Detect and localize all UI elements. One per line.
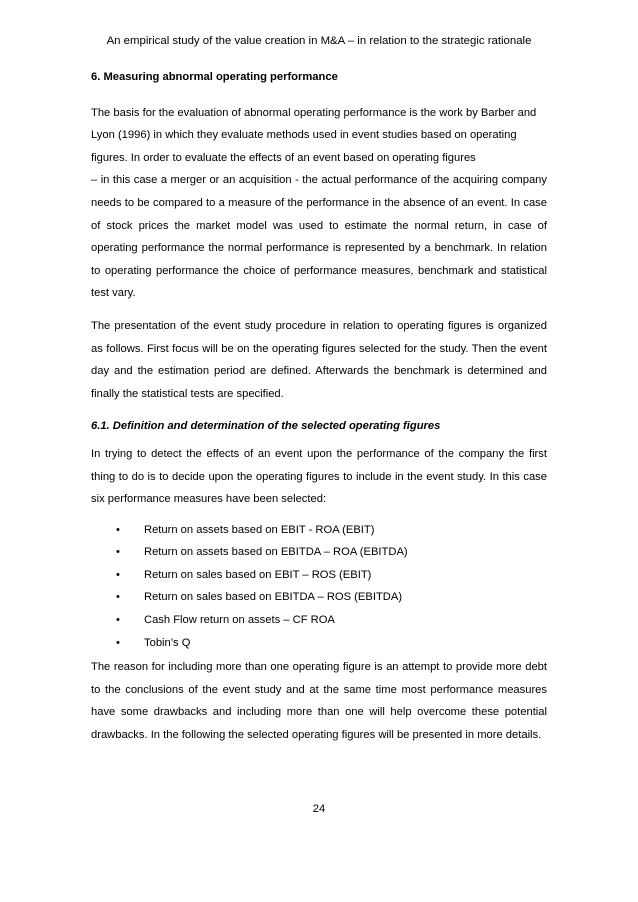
bullet-icon: •: [116, 568, 120, 581]
subsection-paragraph-2: The reason for including more than one operating figure is an attempt to provide more debt to the conclusions of the event study and at the same time most performance measures have some drawbacks and including more than one will help overcome these potential drawbacks. In the following the selected operating figures will be presented in more details.: [91, 661, 547, 742]
subsection-paragraph-1: In trying to detect the effects of an event upon the performance of the company the first thing to do is to decide upon the operating figures to include in the event study. In this case six performance measures have been selected:: [91, 447, 547, 506]
bullet-icon: •: [116, 636, 120, 649]
list-item: • Return on assets based on EBITDA – ROA (EBITDA): [116, 541, 547, 564]
bullet-icon: •: [116, 546, 120, 559]
list-item: • Return on assets based on EBIT - ROA (EBIT): [116, 519, 547, 542]
page-body: [91, 66, 547, 747]
performance-measures-list: [91, 519, 547, 655]
bullet-icon: •: [116, 614, 120, 627]
bullet-icon: •: [116, 523, 120, 536]
section-paragraph-2: The presentation of the event study procedure in relation to operating figures is organized as follows. First focus will be on the operating figures selected for the study. Then the event day and the estimation period are defined. Afterwards the benchmark is determined and finally the statistical tests are specified.: [91, 319, 547, 400]
section-title: 6. Measuring abnormal operating performance: [91, 71, 338, 83]
running-header: An empirical study of the value creation in M&A – in relation to the strategic rationale: [106, 35, 532, 47]
page-number: 24: [312, 803, 326, 815]
section-paragraph-1a: The basis for the evaluation of abnormal operating performance is the work by Barber and Lyon (1996) in which they evaluate methods used in event studies based on operating figures. In order to evaluate the effects of an event based on operating figures: [91, 106, 537, 164]
list-item: • Return on sales based on EBIT – ROS (EBIT): [116, 564, 547, 587]
list-item: • Cash Flow return on assets – CF ROA: [116, 609, 547, 632]
bullet-icon: •: [116, 591, 120, 604]
subsection-title: 6.1. Definition and determination of the selected operating figures: [91, 420, 441, 433]
list-item: • Tobin’s Q: [116, 632, 547, 655]
list-item: • Return on sales based on EBITDA – ROS (EBITDA): [116, 586, 547, 609]
section-paragraph-1b: – in this case a merger or an acquisition - the actual performance of the acquiring company needs to be compared to a measure of the performance in the absence of an event. In case of stock prices the market model was used to estimate the normal return, in case of operating performance the normal performance is represented by a benchmark. In relation to operating performance the choice of performance measures, benchmark and statistical test vary.: [91, 174, 547, 300]
